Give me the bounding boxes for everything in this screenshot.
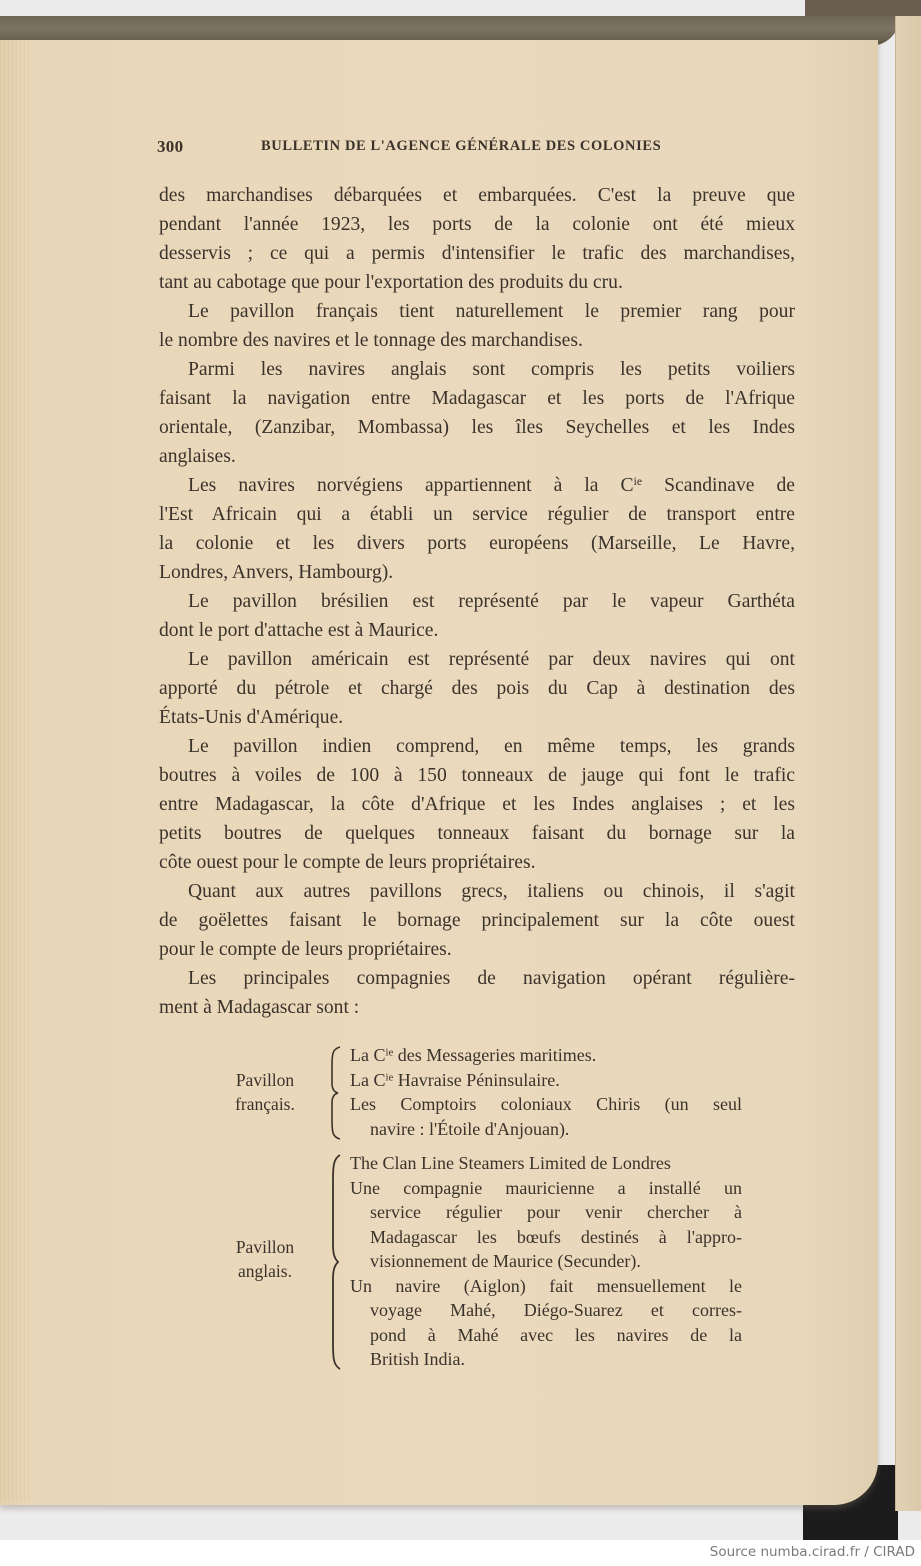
- label-line: anglais.: [238, 1261, 292, 1281]
- text-line: dont le port d'attache est à Maurice.: [159, 620, 439, 641]
- text-line: ment à Madagascar sont :: [159, 997, 360, 1018]
- text-line: Madagascar les bœufs destinés à l'appro-: [370, 1226, 742, 1247]
- text-line: Le pavillon brésilien est représenté par le vapeur Garthéta: [188, 591, 795, 612]
- text-line: Le pavillon français tient naturellement le premier rang pour: [188, 301, 795, 322]
- company-items: [350, 1043, 742, 1141]
- text-line: orientale, (Zanzibar, Mombassa) les îles Seychelles et les Indes: [159, 417, 795, 438]
- running-title: BULLETIN DE L'AGENCE GÉNÉRALE DES COLONIES: [261, 138, 662, 154]
- text-line: Parmi les navires anglais sont compris les petits voiliers: [188, 359, 795, 380]
- paragraph: [159, 355, 795, 471]
- company-item: [350, 1068, 742, 1093]
- label-line: français.: [235, 1094, 295, 1114]
- text-segment: des Messageries maritimes.: [393, 1045, 597, 1065]
- text-line: voyage Mahé, Diégo-Suarez et corres-: [370, 1300, 742, 1320]
- company-item: [350, 1274, 742, 1372]
- company-item: [350, 1151, 742, 1176]
- paragraph: [159, 732, 795, 877]
- text-line: [350, 1068, 742, 1093]
- text-line: [159, 471, 795, 500]
- company-list-english: [210, 1151, 770, 1373]
- text-line: Le pavillon indien comprend, en même temps, les grands: [188, 736, 795, 757]
- list-label-english: [210, 1235, 320, 1283]
- book-page-stack-left: [0, 40, 32, 1500]
- company-items: [350, 1151, 742, 1372]
- text-line: service régulier pour venir chercher à: [370, 1202, 742, 1222]
- text-line: The Clan Line Steamers Limited de Londres: [350, 1153, 671, 1173]
- text-line: navire : l'Étoile d'Anjouan).: [370, 1118, 570, 1139]
- text-line: de goëlettes faisant le bornage principalement sur la côte ouest: [159, 910, 795, 931]
- text-line: anglaises.: [159, 446, 236, 467]
- running-header: [157, 137, 797, 161]
- superscript: ie: [633, 475, 643, 489]
- text-line: Les principales compagnies de navigation opérant régulière-: [188, 968, 795, 989]
- text-segment: Les navires norvégiens appartiennent à la C: [188, 475, 634, 496]
- curly-brace-icon: [328, 1153, 342, 1371]
- text-line: petits boutres de quelques tonneaux faisant du bornage sur la: [159, 823, 795, 844]
- superscript: ie: [385, 1046, 394, 1059]
- text-line: côte ouest pour le compte de leurs propriétaires.: [159, 852, 536, 873]
- paragraph: [159, 877, 795, 964]
- paragraph: [159, 297, 795, 355]
- label-line: Pavillon: [235, 1070, 295, 1090]
- text-line: Quant aux autres pavillons grecs, italiens ou chinois, il s'agit: [188, 881, 795, 902]
- page-number: 300: [157, 137, 184, 156]
- text-line: apporté du pétrole et chargé des pois du Cap à destination des: [159, 678, 795, 699]
- text-line: pendant l'année 1923, les ports de la colonie ont été mieux: [159, 214, 795, 235]
- book-page-edges-right: [895, 16, 921, 1511]
- text-line: Un navire (Aiglon) fait mensuellement le: [350, 1275, 742, 1296]
- text-line: pond à Mahé avec les navires de la: [370, 1324, 742, 1345]
- text-line: Londres, Anvers, Hambourg).: [159, 562, 394, 583]
- company-list-french: [210, 1043, 770, 1143]
- label-line: Pavillon: [235, 1237, 295, 1257]
- text-line: États-Unis d'Amérique.: [159, 707, 344, 728]
- company-item: [350, 1092, 742, 1141]
- text-line: tant au cabotage que pour l'exportation des produits du cru.: [159, 272, 623, 293]
- text-segment: La C: [350, 1069, 386, 1090]
- text-line: desservis ; ce qui a permis d'intensifier le trafic des marchandises,: [159, 243, 795, 264]
- text-line: faisant la navigation entre Madagascar et les ports de l'Afrique: [159, 388, 795, 409]
- text-line: le nombre des navires et le tonnage des marchandises.: [159, 330, 583, 351]
- text-line: des marchandises débarquées et embarquées. C'est la preuve que: [159, 185, 795, 206]
- text-line: Une compagnie mauricienne a installé un: [350, 1177, 742, 1198]
- paragraph: [159, 645, 795, 732]
- text-line: Les Comptoirs coloniaux Chiris (un seul: [350, 1094, 742, 1114]
- text-line: visionnement de Maurice (Secunder).: [370, 1251, 641, 1271]
- paragraph: [159, 471, 795, 587]
- paragraph: [159, 587, 795, 645]
- text-line: British India.: [370, 1349, 465, 1369]
- text-segment: La C: [350, 1045, 386, 1065]
- text-segment: Havraise Péninsulaire.: [393, 1069, 560, 1090]
- text-line: l'Est Africain qui a établi un service régulier de transport entre: [159, 504, 795, 525]
- text-segment: Scandinave de: [642, 475, 795, 496]
- text-line: boutres à voiles de 100 à 150 tonneaux de jauge qui font le trafic: [159, 765, 795, 786]
- paragraph: [159, 181, 795, 297]
- curly-brace-icon: [328, 1045, 342, 1141]
- source-credit: Source numba.cirad.fr / CIRAD: [709, 1544, 915, 1560]
- text-line: pour le compte de leurs propriétaires.: [159, 939, 452, 960]
- text-line: entre Madagascar, la côte d'Afrique et les Indes anglaises ; et les: [159, 794, 795, 815]
- text-line: [350, 1043, 742, 1068]
- body-text: [159, 181, 795, 1022]
- superscript: ie: [385, 1071, 394, 1084]
- paragraph: [159, 964, 795, 1022]
- company-item: [350, 1176, 742, 1274]
- text-line: la colonie et les divers ports européens (Marseille, Le Havre,: [159, 533, 795, 554]
- company-item: [350, 1043, 742, 1068]
- list-label-french: [210, 1068, 320, 1116]
- text-line: Le pavillon américain est représenté par deux navires qui ont: [188, 649, 795, 670]
